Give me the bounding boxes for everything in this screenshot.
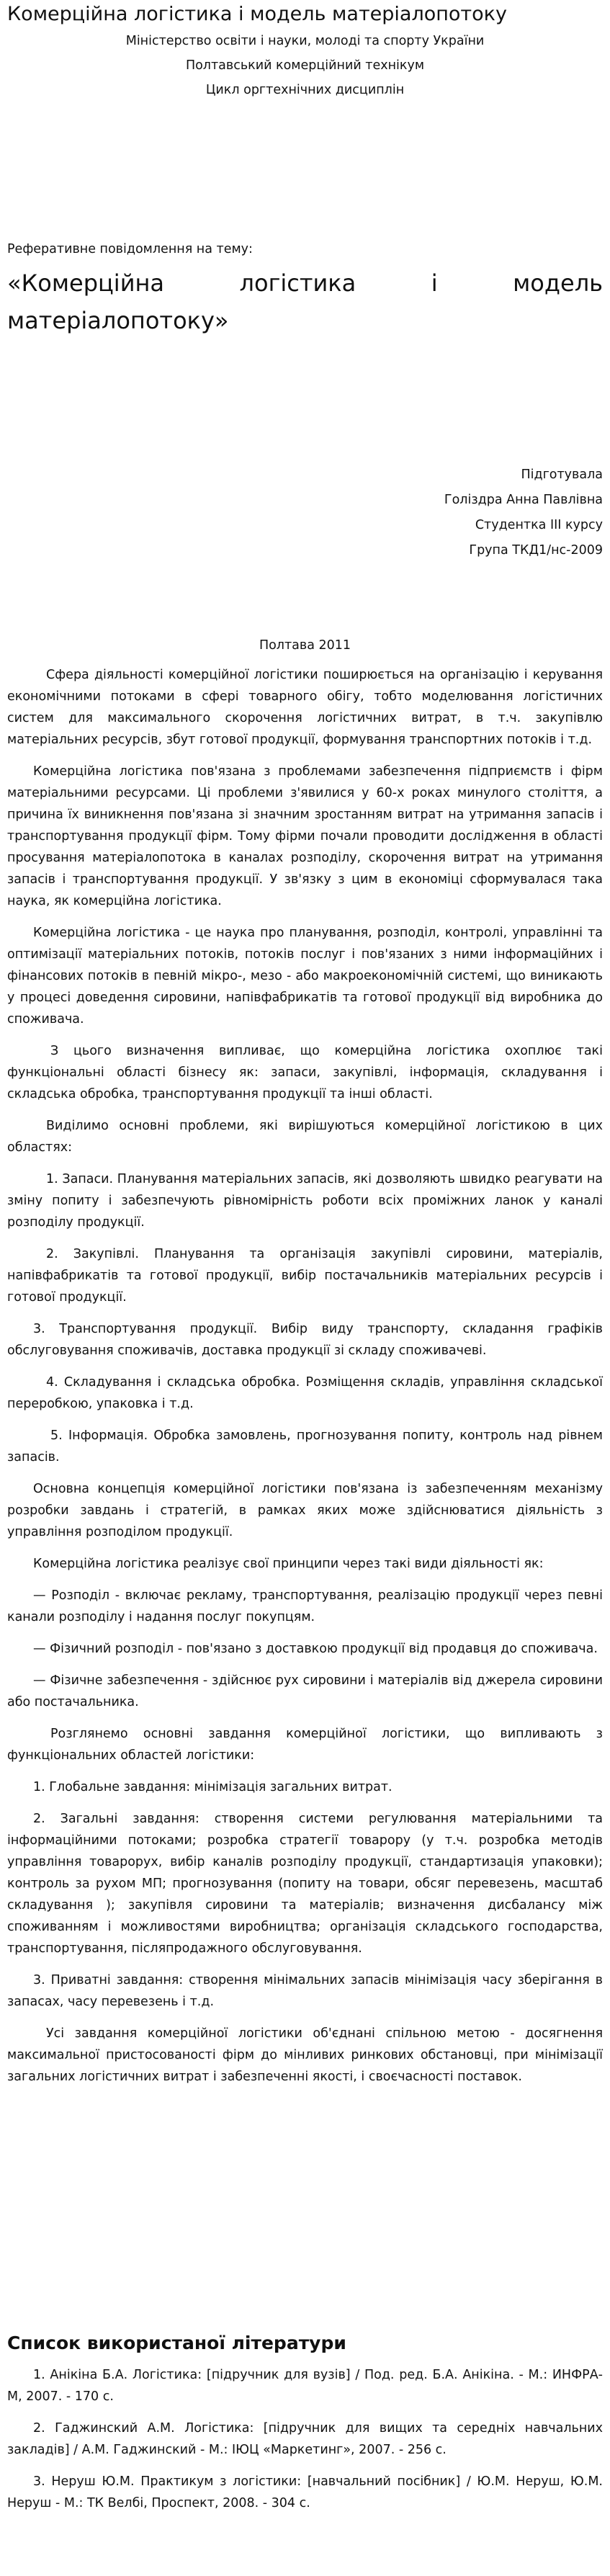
- author-group: Група ТКД1/нс-2009: [469, 543, 603, 558]
- body-paragraph: 2. Загальні завдання: створення системи регулювання матеріальними та інформаційними потоками; розробка стратегії товарору (у т.ч. розробка методів управління товарорух, вибір каналів розподілу продукції, стандартизація упаковки); контроль за рухом МП; прогнозування (попиту на товари, обсяг перевезень, масштаб складування ); закупівля сировини та матеріалів; визначення дисбалансу між споживанням і можливостями виробництва; організація складського господарства, транспортування, післяпродажного обслуговування.: [7, 1812, 603, 1956]
- body-paragraph: 1. Глобальне завдання: мінімізація загальних витрат.: [33, 1780, 393, 1794]
- author-course: Студентка ІІІ курсу: [475, 518, 603, 532]
- body-paragraph: Комерційна логістика - це наука про планування, розподіл, контролі, управлінні та оптимізації матеріальних потоків, потоків послуг і пов'язаних з ними інформаційних і фінансових потоків в певній мікро-, мезо - або макроекономічній системі, що виникають у процесі доведення сировини, напівфабрикатів та готової продукції від виробника до споживача.: [7, 926, 603, 1027]
- reference-item: 1. Анікіна Б.А. Логістика: [підручник для вузів] / Под. ред. Б.А. Анікіна. - М.: ИНФРА-М, 2007. - 170 с.: [7, 2368, 603, 2404]
- body-paragraph: Виділимо основні проблеми, які вирішуються комерційної логістикою в цих областях:: [7, 1119, 603, 1155]
- college-line: Полтавський комерційний технікум: [185, 58, 425, 73]
- cycle-line: Цикл оргтехнічних дисциплін: [205, 83, 405, 97]
- body-paragraph: Основна концепція комерційної логістики пов'язана із забезпеченням механізму розробки завдань і стратегій, в рамках яких може здійснюватися діяльність з управління розподілом продукції.: [7, 1482, 603, 1539]
- references-heading: Список використаної літератури: [7, 2333, 346, 2353]
- body-paragraph: Комерційна логістика пов'язана з проблемами забезпечення підприємств і фірм матеріальними ресурсами. Ці проблеми з'явилися у 60-х роках минулого століття, а причина їх виникнення пов'язана зі значним зростанням витрат на утримання запасів і транспортування продукції фірм. Тому фірми почали проводити дослідження в області просування матеріалопотока в каналах розподілу, скорочення витрат на утримання запасів і транспортування продукції. У зв'язку з цим в економіці сформувалася така наука, як комерційна логістика.: [7, 764, 603, 908]
- author-block: [315, 462, 603, 563]
- body-paragraph: — Фізичний розподіл - пов'язано з доставкою продукції від продавця до споживача.: [33, 1642, 598, 1656]
- body-paragraph: 4. Складування і складська обробка. Розміщення складів, управління складської переробкою, упаковка і т.д.: [7, 1375, 603, 1411]
- body-paragraph: 3. Приватні завдання: створення мінімальних запасів мінімізація часу зберігання в запасах, часу перевезень і т.д.: [7, 1973, 603, 2009]
- body-paragraph: — Фізичне забезпечення - здійснює рух сировини і матеріалів від джерела сировини або постачальника.: [7, 1673, 603, 1709]
- references-list: [7, 2364, 603, 2524]
- ministry-line: Міністерство освіти і науки, молоді та спорту України: [125, 34, 485, 48]
- reference-item: 2. Гаджинский А.М. Логістика: [підручник для вищих та середніх навчальних закладів] / А.М. Гаджинский - М.: ІЮЦ «Маркетинг», 2007. - 256 с.: [7, 2421, 603, 2457]
- body-paragraph: Комерційна логістика реалізує свої принципи через такі види діяльності як:: [33, 1557, 544, 1571]
- body-paragraph: Усі завдання комерційної логістики об'єднані спільною метою - досягнення максимальної пристосованості фірм до мінливих ринкових обстановці, при мінімізації загальних логістичних витрат і забезпеченні якості, і своєчасності поставок.: [7, 2026, 603, 2084]
- prepared-by-label: Підготувала: [521, 468, 603, 482]
- document-body: [7, 664, 603, 2098]
- body-paragraph: 1. Запаси. Планування матеріальних запасів, які дозволяють швидко реагувати на зміну попиту і забезпечують рівномірність роботи всіх проміжних ланок у каналі розподілу продукції.: [7, 1172, 603, 1230]
- document-page: [0, 1, 610, 2576]
- body-paragraph: — Розподіл - включає рекламу, транспортування, реалізацію продукції через певні канали розподілу і надання послуг покупцям.: [7, 1588, 603, 1624]
- city-year: Полтава 2011: [259, 638, 351, 653]
- body-paragraph: З цього визначення випливає, що комерційна логістика охоплює такі функціональні області бізнесу як: запаси, закупівлі, інформація, складування і складська обробка, транспортування продукції та інші області.: [7, 1044, 603, 1101]
- reference-item: 3. Неруш Ю.М. Практикум з логістики: [навчальний посібник] / Ю.М. Неруш, Ю.М. Неруш - М.: ТК Велбі, Проспект, 2008. - 304 с.: [7, 2474, 603, 2510]
- topic-heading: «Комерційна логістика і модель матеріалопотоку»: [7, 269, 603, 334]
- body-paragraph: 2. Закупівлі. Планування та організація закупівлі сировини, матеріалів, напівфабрикатів та готової продукції, вибір постачальників матеріальних ресурсів і готової продукції.: [7, 1247, 603, 1305]
- body-paragraph: Розглянемо основні завдання комерційної логістики, що випливають з функціональних областей логістики:: [7, 1727, 603, 1763]
- body-paragraph: Сфера діяльності комерційної логістики поширюється на організацію і керування економічними потоками в сфері товарного обігу, тобто моделювання логістичних систем для максимального скорочення логістичних витрат, в т.ч. закупівлю матеріальних ресурсів, збут готової продукції, формування транспортних потоків і т.д.: [7, 668, 603, 747]
- body-paragraph: 3. Транспортування продукції. Вибір виду транспорту, складання графіків обслуговування споживачів, доставка продукції зі складу споживачеві.: [7, 1322, 603, 1358]
- author-name: Голіздра Анна Павлівна: [444, 493, 603, 507]
- document-title: Комерційна логістика і модель матеріалопотоку: [7, 3, 507, 25]
- topic-label: Реферативне повідомлення на тему:: [7, 242, 253, 256]
- body-paragraph: 5. Інформація. Обробка замовлень, прогнозування попиту, контроль над рівнем запасів.: [7, 1428, 603, 1464]
